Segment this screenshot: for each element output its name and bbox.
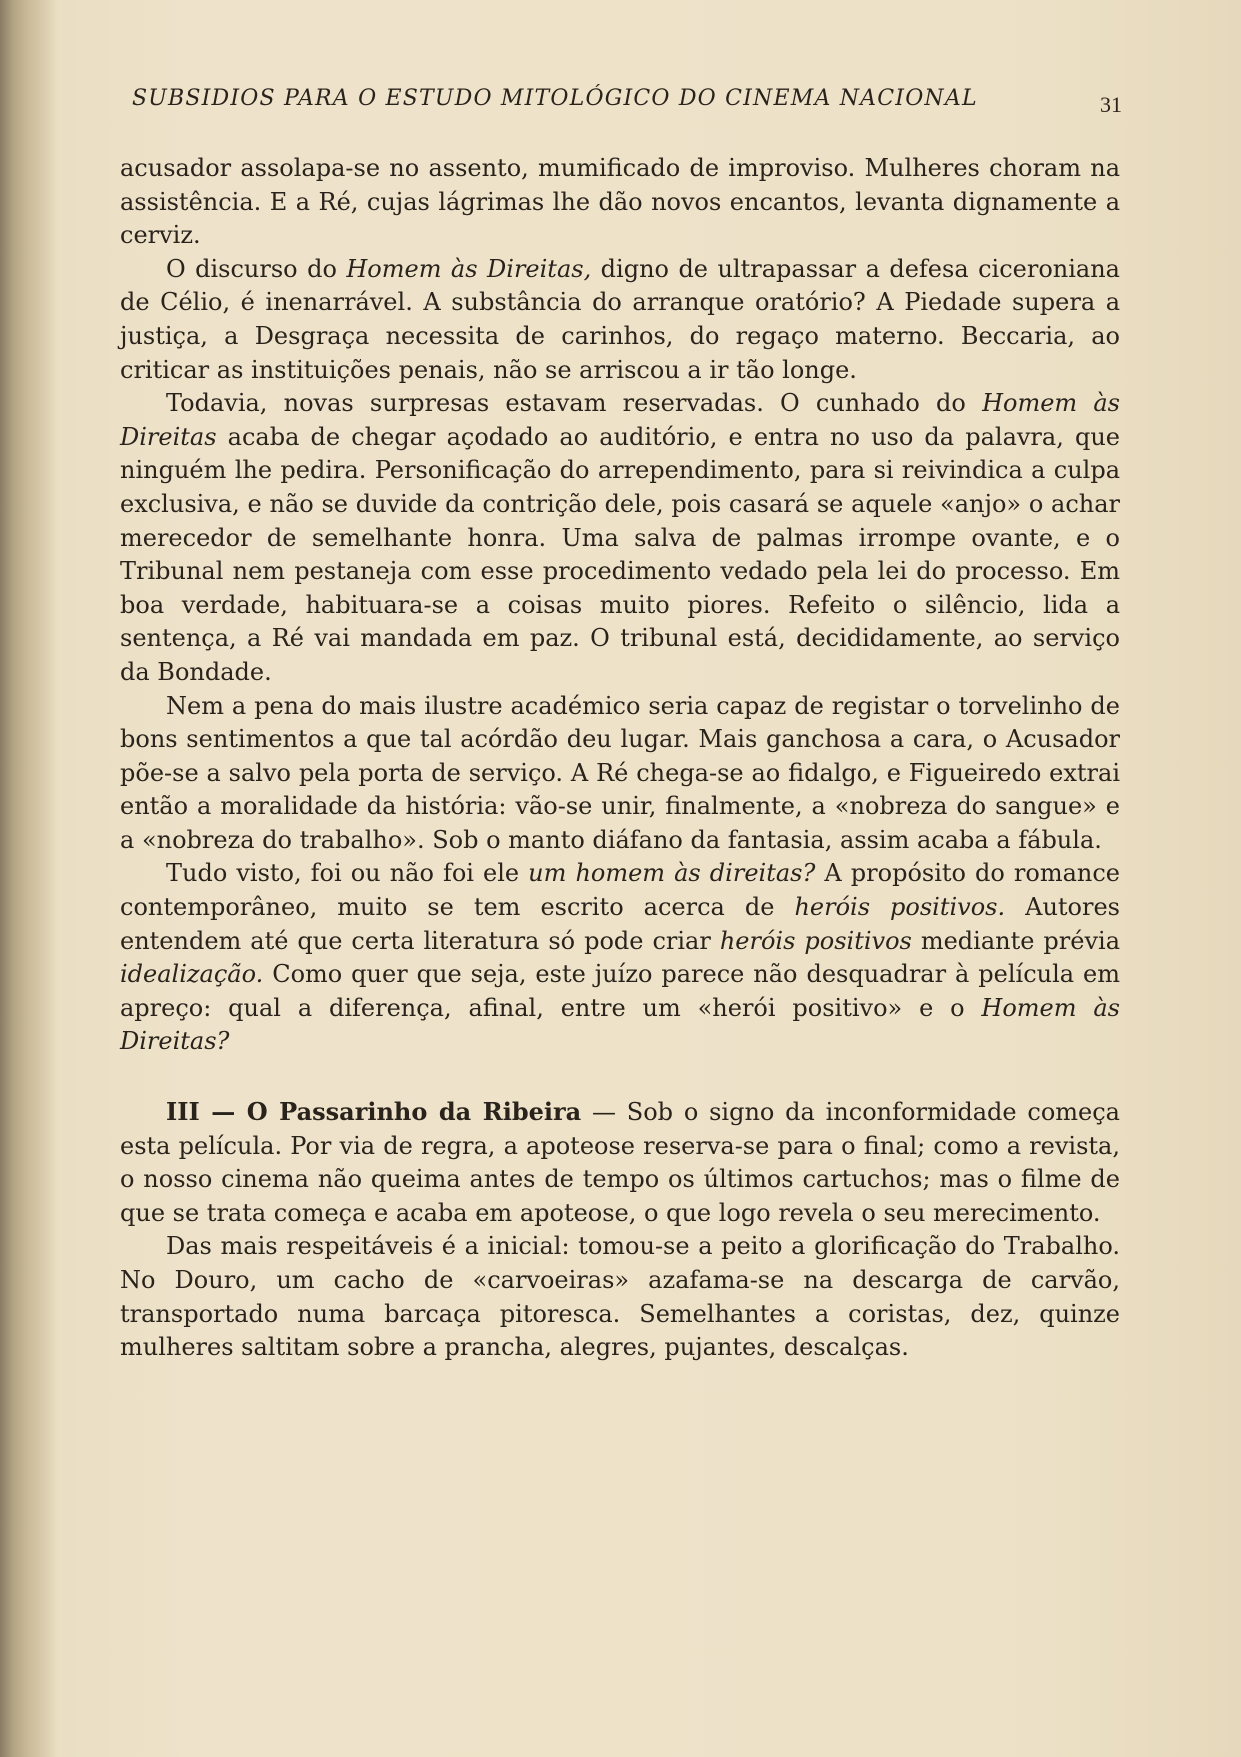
paragraph-5-text: Autores entendem até que certa literatura só pode criar	[120, 893, 1120, 955]
section-gap	[120, 1059, 1120, 1095]
italic-phrase: um homem às direitas?	[528, 859, 816, 888]
italic-work-title: Homem às Direitas,	[346, 254, 592, 283]
paragraph-5-text: A propósito do romance contemporâneo, muito se tem escrito acerca de	[120, 859, 1120, 922]
paragraph-3	[120, 387, 1120, 689]
paragraph-5-text: Tudo visto, foi ou não foi ele	[166, 859, 529, 888]
italic-phrase: heróis positivos.	[794, 893, 1006, 922]
paragraph-5-text: Como quer que seja, este juízo parece não desquadrar à película em apreço: qual a diferença, afinal, entre um «herói positivo» e o	[120, 960, 1120, 1022]
body-text	[120, 152, 1120, 1365]
italic-work-title: Homem às Direitas?	[120, 993, 1120, 1056]
italic-phrase: idealização.	[120, 960, 264, 989]
running-title: SUBSIDIOS PARA O ESTUDO MITOLÓGICO DO CINEMA NACIONAL	[132, 86, 978, 111]
italic-phrase: heróis positivos	[719, 926, 912, 955]
paragraph-4-text: Nem a pena do mais ilustre académico seria capaz de registar o torvelinho de bons sentimentos a que tal acórdão deu lugar. Mais ganchosa a cara, o Acusador põe-se a salvo pela porta de serviço. A Ré chega-se ao fidalgo, e Figueiredo extrai então a moralidade da história: vão-se unir, finalmente, a «nobreza do sangue» e a «nobreza do trabalho». Sob o manto diáfano da fantasia, assim acaba a fábula.	[120, 691, 1120, 854]
paragraph-2	[120, 253, 1120, 387]
italic-work-title: Homem às Direitas	[120, 389, 1120, 451]
section-title: O Passarinho da Ribeira	[246, 1097, 582, 1127]
paragraph-7-text: Das mais respeitáveis é a inicial: tomou-se a peito a glorificação do Trabalho. No Douro, um cacho de «carvoeiras» azafama-se na descarga de carvão, transportado numa barcaça pitoresca. Semelhantes a coristas, dez, quinze mulheres saltitam sobre a prancha, alegres, pujantes, descalças.	[120, 1232, 1120, 1362]
page-number: 31	[1100, 92, 1122, 117]
section-number: III —	[166, 1097, 247, 1127]
paragraph-3-text: Todavia, novas surpresas estavam reservadas. O cunhado do	[166, 389, 983, 418]
section-3-text: — Sob o signo da inconformidade começa esta película. Por via de regra, a apoteose reserva-se para o final; como a revista, o nosso cinema não queima antes de tempo os últimos cartuchos; mas o filme de que se trata começa e acaba em apoteose, o que logo revela o seu merecimento.	[120, 1098, 1120, 1227]
paragraph-3-text: acaba de chegar açodado ao auditório, e entra no uso da palavra, que ninguém lhe pedira. Personificação do arrependimento, para si reivindica a culpa exclusiva, e não se duvide da contrição dele, pois casará se aquele «anjo» o achar merecedor de semelhante honra. Uma salva de palmas irrompe ovante, e o Tribunal nem pestaneja com esse procedimento vedado pela lei do processo. Em boa verdade, habituara-se a coisas muito piores. Refeito o silêncio, lida a sentença, a Ré vai mandada em paz. O tribunal está, decididamente, ao serviço da Bondade.	[120, 422, 1120, 686]
paragraph-7	[120, 1230, 1120, 1364]
binding-gutter-shadow	[0, 0, 56, 1757]
paragraph-4	[120, 690, 1120, 858]
paragraph-2-text: O discurso do	[166, 254, 347, 283]
paragraph-1	[120, 152, 1120, 253]
paragraph-5-text: mediante prévia	[911, 926, 1121, 955]
paragraph-1-text: acusador assolapa-se no assento, mumificado de improviso. Mulheres choram na assistência. E a Ré, cujas lágrimas lhe dão novos encantos, levanta dignamente a cerviz.	[120, 154, 1120, 250]
paragraph-2-text: digno de ultrapassar a defesa ciceroniana de Célio, é inenarrável. A substância do arranque oratório? A Piedade supera a justiça, a Desgraça necessita de carinhos, do regaço materno. Beccaria, ao criticar as instituições penais, não se arriscou a ir tão longe.	[120, 254, 1120, 384]
paragraph-5	[120, 857, 1120, 1059]
page-header	[132, 86, 1122, 126]
section-3-paragraph	[120, 1095, 1120, 1230]
